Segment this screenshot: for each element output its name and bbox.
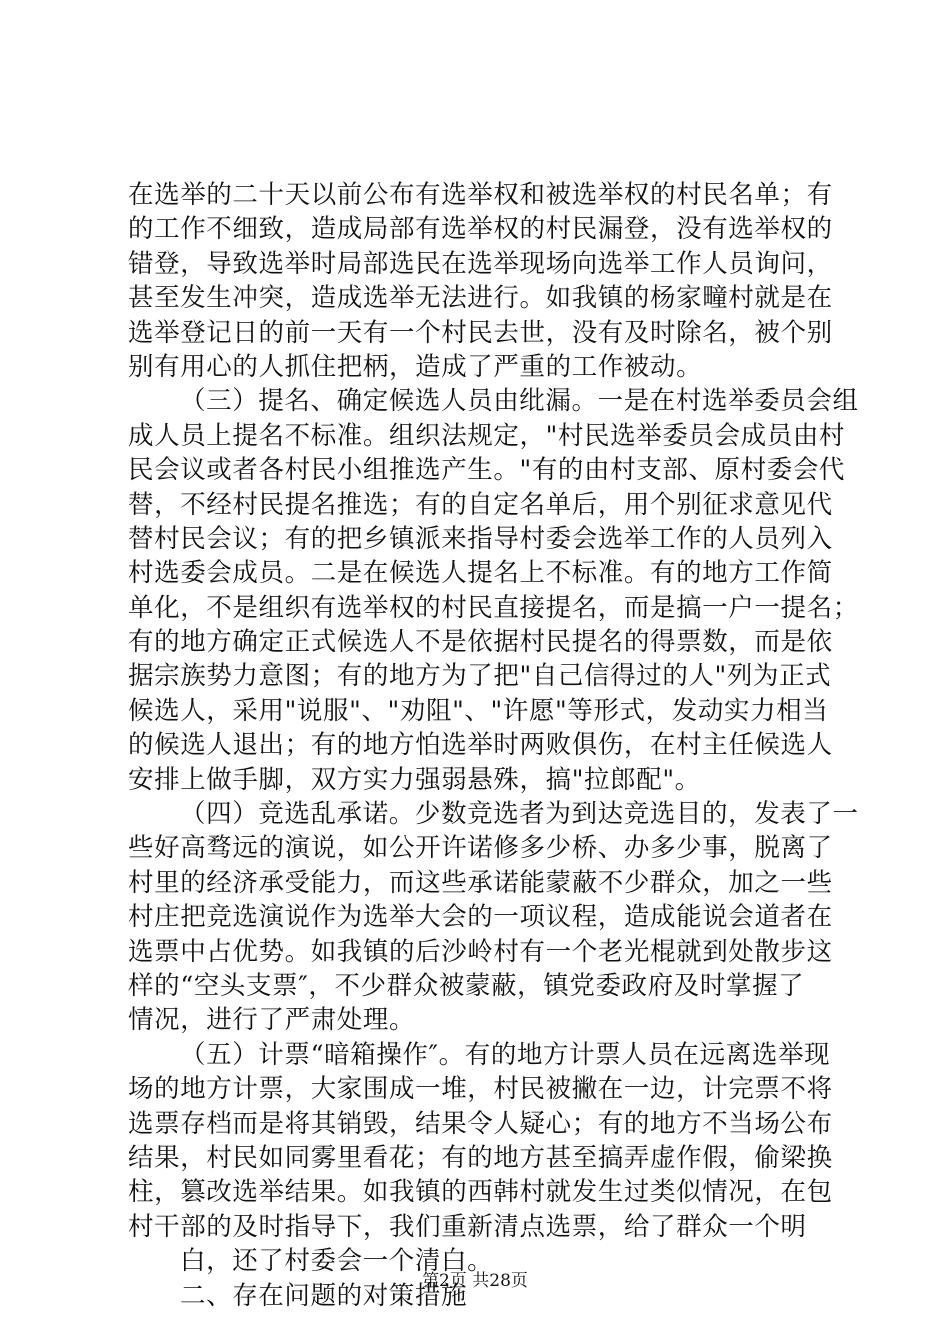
text-line: 些好高骛远的演说，如公开许诺修多少桥、办多少事，脱离了 [128, 833, 833, 864]
text-line: 样的“空头支票″，不少群众被蒙蔽，镇党委政府及时掌握了 [128, 970, 805, 1001]
text-line: 替村民会议；有的把乡镇派来指导村委会选举工作的人员列入 [128, 523, 833, 554]
text-line: 村选委会成员。二是在候选人提名上不标准。有的地方工作简 [128, 558, 833, 589]
text-line: 错登，导致选举时局部选民在选举现场向选举工作人员询问， [128, 248, 833, 279]
text-line: 替，不经村民提名推选；有的自定名单后，用个别征求意见代 [128, 489, 833, 520]
paragraph-start-line: 白，还了村委会一个清白。 [180, 1246, 494, 1277]
text-line: 单化，不是组织有选举权的村民直接提名，而是搞一户一提名； [128, 592, 859, 623]
paragraph-start-line: （三）提名、确定候选人员由纰漏。一是在村选举委员会组 [180, 386, 859, 417]
paragraph-start-line: （四）竞选乱承诺。少数竞选者为到达竞选目的，发表了一 [180, 799, 859, 830]
text-line: 别有用心的人抓住把柄，造成了严重的工作被动。 [128, 351, 703, 382]
text-line: 情况，进行了严肃处理。 [128, 1005, 416, 1036]
text-line: 选举登记日的前一天有一个村民去世，没有及时除名，被个别 [128, 317, 833, 348]
text-line: 柱，篡改选举结果。如我镇的西韩村就发生过类似情况，在包 [128, 1177, 833, 1208]
text-line: 甚至发生冲突，造成选举无法进行。如我镇的杨家疃村就是在 [128, 283, 833, 314]
page-footer: 第2页 共28页 [422, 1271, 528, 1291]
body-text [128, 178, 859, 1313]
text-line: 场的地方计票，大家围成一堆，村民被撇在一边，计完票不将 [128, 1074, 833, 1105]
text-line: 选票存档而是将其销毁，结果令人疑心；有的地方不当场公布 [128, 1108, 833, 1139]
text-line: 村庄把竞选演说作为选举大会的一项议程，造成能说会道者在 [128, 902, 833, 933]
text-line: 结果，村民如同雾里看花；有的地方甚至搞弄虚作假，偷梁换 [128, 1142, 833, 1173]
text-line: 候选人，采用"说服"、"劝阻"、"许愿"等形式，发动实力相当 [128, 695, 829, 726]
text-line: 村干部的及时指导下，我们重新清点选票，给了群众一个明 [128, 1211, 807, 1242]
text-line: 在选举的二十天以前公布有选举权和被选举权的村民名单；有 [128, 180, 833, 210]
text-line: 有的地方确定正式候选人不是依据村民提名的得票数，而是依 [128, 627, 833, 658]
text-line: 民会议或者各村民小组推选产生。"有的由村支部、原村委会代 [128, 455, 846, 486]
text-line: 成人员上提名不标准。组织法规定，"村民选举委员会成员由村 [128, 420, 846, 451]
text-line: 安排上做手脚，双方实力强弱悬殊，搞"拉郎配"。 [128, 764, 701, 795]
text-line: 村里的经济承受能力，而这些承诺能蒙蔽不少群众，加之一些 [128, 867, 833, 898]
text-line: 的工作不细致，造成局部有选举权的村民漏登，没有选举权的 [128, 214, 833, 245]
text-line: 选票中占优势。如我镇的后沙岭村有一个老光棍就到处散步这 [128, 936, 833, 967]
paragraph-start-line: 二、存在问题的对策措施 [180, 1280, 468, 1311]
text-line: 据宗族势力意图；有的地方为了把"自己信得过的人"列为正式 [128, 661, 832, 692]
paragraph-start-line: （五）计票“暗箱操作″。有的地方计票人员在远离选举现 [180, 1039, 831, 1070]
text-line: 的候选人退出；有的地方怕选举时两败俱伤，在村主任候选人 [128, 730, 833, 761]
